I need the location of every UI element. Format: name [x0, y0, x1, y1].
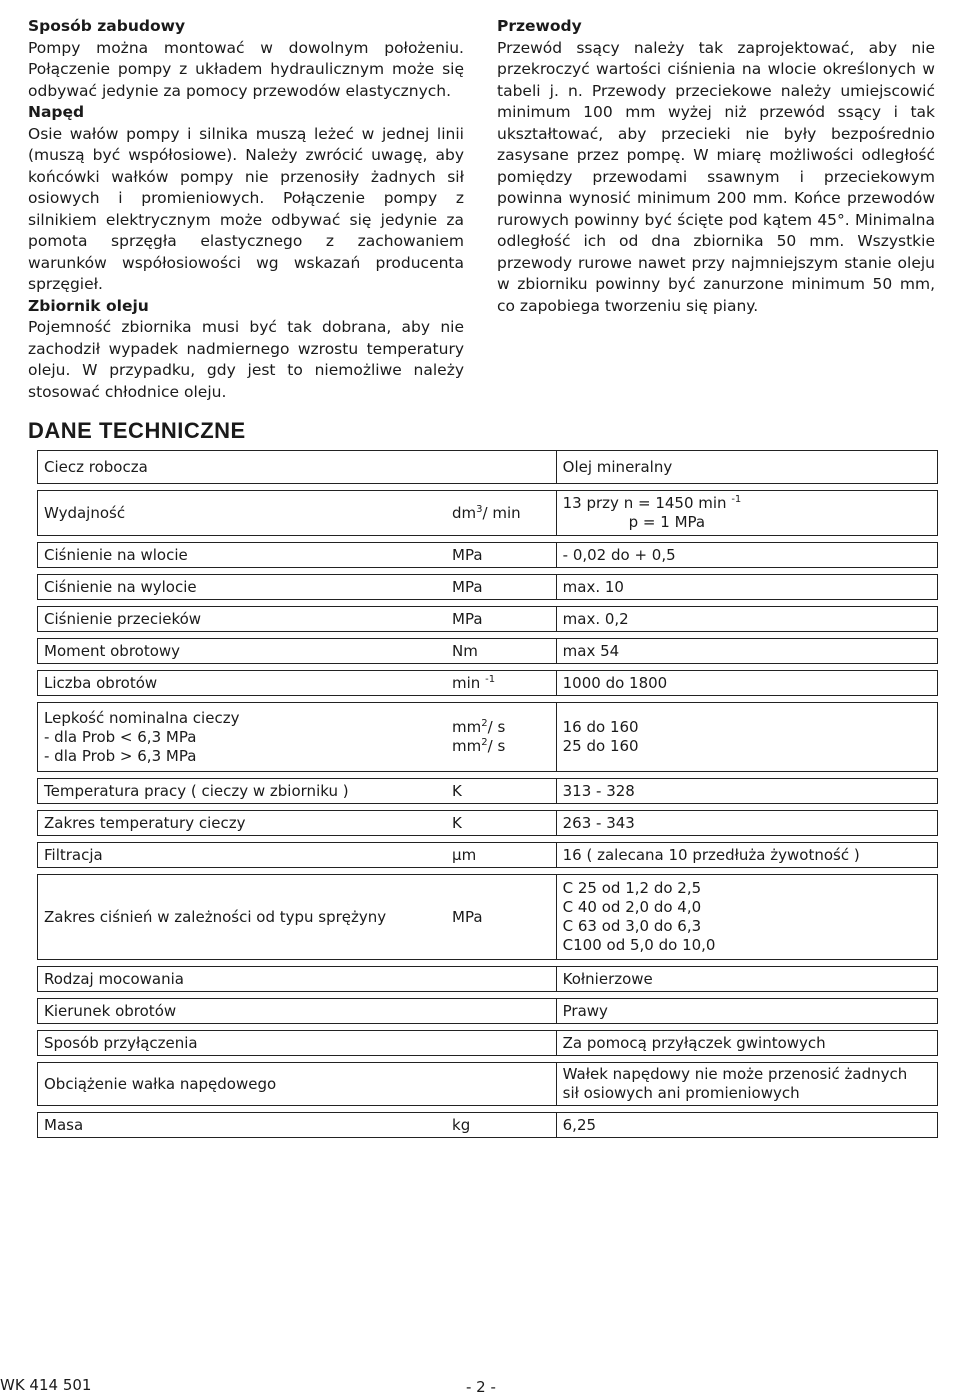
document-code: WK 414 501 [0, 1376, 92, 1394]
paragraph-przewody: Przewód ssący należy tak zaprojektować, aby nie przekroczyć wartości ciśnienia na wlocie określonych w tabeli j. n. Przewody przeciekowe należy umiejscowić minimum 100 mm wyżej niż przewód ssący i tak ukształtować, aby przecieki nie były bezpośrednio zasysane przez pompę. W miarę możliwości odległość pomiędzy przewodami ssawnym i przeciekowym powinna wynosić minimum 200 mm. Końce przewodów rurowych powinny być ścięte pod kątem 45°. Minimalna odległość ich od dna zbiornika 50 mm. Wszystkie przewody rurowe nawet przy najmniejszym stanie oleju w zbiorniku powinny być zanurzone minimum 50 mm, co zapobiega tworzeniu się piany. [497, 38, 935, 315]
table-row [37, 874, 938, 960]
row-label: Zakres ciśnień w zależności od typu sprężyny [37, 874, 446, 960]
row-unit: MPa [446, 874, 550, 960]
table-row [37, 702, 938, 772]
row-unit [446, 998, 550, 1024]
table-row [37, 490, 938, 536]
heading-naped: Napęd [28, 103, 85, 121]
page-number: - 2 - [466, 1378, 496, 1396]
value-line-2: p = 1 MPa [628, 513, 706, 531]
row-unit [446, 966, 550, 992]
row-value: max. 0,2 [556, 606, 938, 632]
table-row [37, 670, 938, 696]
row-unit: $mm^2/$ s $mm^2/$ s [446, 702, 550, 772]
row-value: 16 ( zalecana 10 przedłuża żywotność ) [556, 842, 938, 868]
row-label: Wydajność [37, 490, 446, 536]
table-row [37, 810, 938, 836]
row-label: Masa [37, 1112, 446, 1138]
table-row [37, 450, 938, 484]
row-unit [446, 450, 550, 484]
row-value [556, 490, 938, 536]
heading-przewody: Przewody [497, 17, 582, 35]
row-label: Ciśnienie na wlocie [37, 542, 446, 568]
table-row [37, 966, 938, 992]
right-column [497, 16, 935, 317]
paragraph-zbiornik-oleju: Pojemność zbiornika musi być tak dobrana, aby nie zachodził wypadek nadmiernego wzrostu temperatury oleju. W przypadku, gdy jest to niemożliwe należy stosować chłodnice oleju. [28, 318, 464, 401]
section-title: DANE TECHNICZNE [28, 418, 246, 443]
row-value: 6,25 [556, 1112, 938, 1138]
table-row [37, 998, 938, 1024]
row-value: 1000 do 1800 [556, 670, 938, 696]
row-label: Liczba obrotów [37, 670, 446, 696]
row-value: Kołnierzowe [556, 966, 938, 992]
row-label: Moment obrotowy [37, 638, 446, 664]
row-value: Olej mineralny [556, 450, 938, 484]
row-label: Filtracja [37, 842, 446, 868]
row-unit: min $^{-1}$ [446, 670, 550, 696]
row-value: Prawy [556, 998, 938, 1024]
row-value: Wałek napędowy nie może przenosić żadnych sił osiowych ani promieniowych [556, 1062, 938, 1106]
row-label: Lepkość nominalna cieczy - dla Prob < 6,3 MPa - dla Prob > 6,3 MPa [37, 702, 446, 772]
row-unit: MPa [446, 574, 550, 600]
row-label: Kierunek obrotów [37, 998, 446, 1024]
row-unit [446, 1062, 550, 1106]
row-value: Za pomocą przyłączek gwintowych [556, 1030, 938, 1056]
row-unit: MPa [446, 606, 550, 632]
table-row [37, 1030, 938, 1056]
technical-data-table [37, 444, 938, 1144]
row-value: max 54 [556, 638, 938, 664]
row-label: Sposób przyłączenia [37, 1030, 446, 1056]
row-label: Obciążenie wałka napędowego [37, 1062, 446, 1106]
row-label: Zakres temperatury cieczy [37, 810, 446, 836]
paragraph-sposob-zabudowy: Pompy można montować w dowolnym położeniu. Połączenie pompy z układem hydraulicznym może się odbywać jedynie za pomocy przewodów elastycznych. [28, 38, 464, 100]
row-label: Ciśnienie przecieków [37, 606, 446, 632]
row-unit: Nm [446, 638, 550, 664]
value-line-1: 13 przy n = 1450 min $^{-1}$ [562, 494, 742, 512]
table-row [37, 842, 938, 868]
row-value: max. 10 [556, 574, 938, 600]
row-value: 263 - 343 [556, 810, 938, 836]
table-row [37, 1062, 938, 1106]
left-column [28, 16, 464, 445]
heading-sposob-zabudowy: Sposób zabudowy [28, 17, 186, 35]
row-label: Temperatura pracy ( cieczy w zbiorniku ) [37, 778, 446, 804]
row-unit: MPa [446, 542, 550, 568]
row-unit: μm [446, 842, 550, 868]
row-label: Ciśnienie na wylocie [37, 574, 446, 600]
heading-zbiornik-oleju: Zbiornik oleju [28, 296, 149, 315]
table-row [37, 778, 938, 804]
row-value: 313 - 328 [556, 778, 938, 804]
row-value: - 0,02 do + 0,5 [556, 542, 938, 568]
row-unit: K [446, 778, 550, 804]
row-unit: K [446, 810, 550, 836]
row-value: C 25 od 1,2 do 2,5 C 40 od 2,0 do 4,0 C 63 od 3,0 do 6,3 C100 od 5,0 do 10,0 [556, 874, 938, 960]
row-unit: $dm^3/$ min [446, 490, 550, 536]
table-row [37, 638, 938, 664]
table-row [37, 606, 938, 632]
row-label: Rodzaj mocowania [37, 966, 446, 992]
table-row [37, 574, 938, 600]
row-unit [446, 1030, 550, 1056]
row-value: 16 do 160 25 do 160 [556, 702, 938, 772]
row-label: Ciecz robocza [37, 450, 446, 484]
table-row [37, 1112, 938, 1138]
row-unit: kg [446, 1112, 550, 1138]
paragraph-naped: Osie wałów pompy i silnika muszą leżeć w jednej linii (muszą być współosiowe). Należy zwrócić uwagę, aby końcówki wałków pompy nie przenosiły żadnych sił osiowych i promieniowych. Połączenie pompy z silnikiem elektrycznym może odbywać się jedynie za pomota sprzęgła elastycznego z zachowaniem warunków współosiowości wg wskazań producenta sprzęgieł. [28, 124, 464, 293]
table-row [37, 542, 938, 568]
